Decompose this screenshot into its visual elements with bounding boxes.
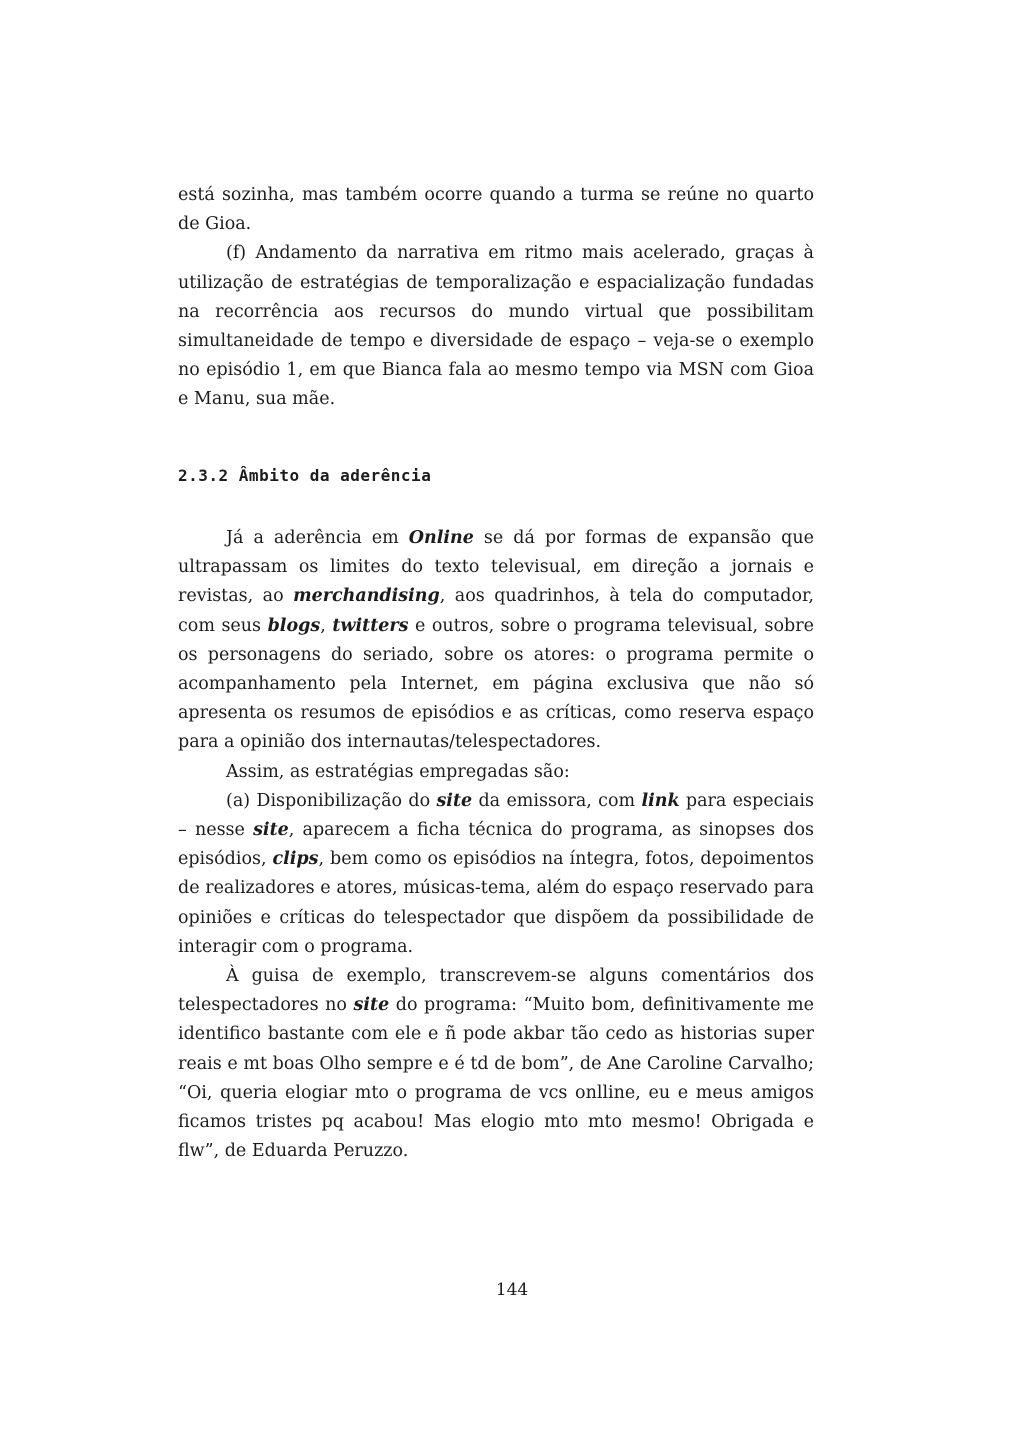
paragraph-exemplo bbox=[178, 962, 814, 1166]
top-text-block bbox=[178, 181, 814, 415]
main-text-block bbox=[178, 524, 814, 1166]
emphasis-site: site bbox=[353, 995, 390, 1016]
text-run: , bem como os episódios na íntegra, fotos, depoimentos de realizadores e atores, músicas-tema, além do espaço reservado para opiniões e críticas do telespectador que dispõem da possibilidade de interagir com o programa. bbox=[178, 849, 814, 957]
emphasis-clips: clips bbox=[272, 849, 319, 870]
text-run: e outros, sobre o programa televisual, sobre os personagens do seriado, sobre os atores: o programa permite o acompanhamento pela Internet, em página exclusiva que não só apresenta os resumos de episódios e as críticas, como reserva espaço para a opinião dos internautas/telespectadores. bbox=[178, 615, 814, 753]
text-run: , aparecem a ficha técnica do programa, as sinopses dos episódios, bbox=[178, 820, 814, 870]
section-heading: 2.3.2 Âmbito da aderência bbox=[178, 466, 432, 485]
emphasis-site: site bbox=[436, 790, 473, 811]
continued-paragraph: está sozinha, mas também ocorre quando a turma se reúne no quarto de Gioa. bbox=[178, 185, 814, 235]
text-run: Já a aderência em bbox=[226, 528, 409, 548]
text-run: se dá por formas de expansão que ultrapassam os limites do texto televisual, em direção a jornais e revistas, ao bbox=[178, 528, 815, 607]
text-run: , aos quadrinhos, à tela do computador, com seus bbox=[178, 586, 814, 636]
emphasis-blogs: blogs bbox=[267, 615, 321, 636]
text-run: para especiais – nesse bbox=[178, 790, 814, 841]
text-run: , bbox=[320, 615, 333, 636]
text-run: da emissora, com bbox=[472, 790, 642, 811]
page-number: 144 bbox=[495, 1280, 529, 1300]
text-run: (a) Disponibilização do bbox=[226, 790, 437, 811]
list-item-a bbox=[178, 787, 814, 962]
list-item-f: (f) Andamento da narrativa em ritmo mais acelerado, graças à utilização de estratégias de temporalização e espacialização fundadas na recorrência aos recursos do mundo virtual que possibilitam simultaneidade de tempo e diversidade de espaço – veja-se o exemplo no episódio 1, em que Bianca fala ao mesmo tempo via MSN com Gioa e Manu, sua mãe. bbox=[178, 243, 814, 410]
emphasis-twitters: twitters bbox=[332, 615, 409, 636]
paragraph-aderencia bbox=[178, 524, 814, 758]
emphasis-link: link bbox=[641, 790, 680, 811]
text-run: do programa: “Muito bom, definitivamente me identifico bastante com ele e ñ pode akbar tão cedo as historias super reais e mt boas Olho sempre e é td de bom”, de Ane Caroline Carvalho; “Oi, queria elogiar mto o programa de vcs onlline, eu e meus amigos ficamos tristes pq acabou! Mas elogio mto mto mesmo! Obrigada e flw”, de Eduarda Peruzzo. bbox=[178, 995, 814, 1162]
paragraph-estrategias: Assim, as estratégias empregadas são: bbox=[226, 761, 570, 782]
text-run: À guisa de exemplo, transcrevem-se alguns comentários dos telespectadores no bbox=[178, 966, 814, 1016]
emphasis-merchandising: merchandising bbox=[293, 586, 440, 607]
emphasis-site: site bbox=[253, 820, 289, 841]
emphasis-online: Online bbox=[408, 528, 474, 548]
